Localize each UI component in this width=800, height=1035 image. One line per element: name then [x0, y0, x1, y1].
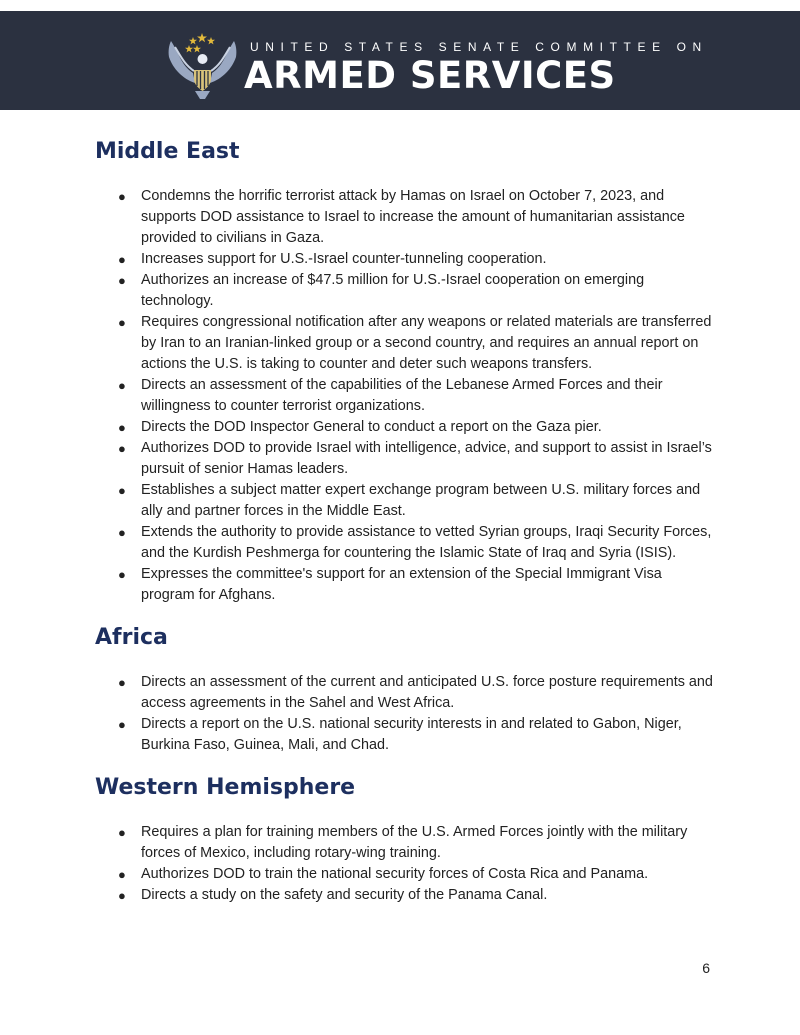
section-heading: Africa: [95, 625, 168, 650]
bullet-list: [95, 186, 715, 606]
bullet-icon: ●: [118, 378, 126, 393]
bullet-icon: ●: [118, 825, 126, 840]
list-item: ● Directs an assessment of the current and anticipated U.S. force posture requirements and access agreements in the Sahel and West Africa.: [118, 674, 713, 711]
list-item: ● Condemns the horrific terrorist attack by Hamas on Israel on October 7, 2023, and supports DOD assistance to Israel to increase the amount of humanitarian assistance provided to civilians in Gaza.: [118, 188, 685, 246]
section-heading: Middle East: [95, 139, 240, 164]
list-item: ● Authorizes DOD to train the national security forces of Costa Rica and Panama.: [141, 864, 715, 885]
bullet-icon: ●: [118, 252, 126, 267]
stars-icon: [185, 33, 215, 52]
list-item: ● Directs the DOD Inspector General to conduct a report on the Gaza pier.: [141, 417, 715, 438]
list-item: ● Requires congressional notification after any weapons or related materials are transferred by Iran to an Iranian-linked group or a second country, and requires an annual report on actions the U.S. is taking to counter and deter such weapons transfers.: [118, 314, 712, 372]
list-item: ● Expresses the committee's support for an extension of the Special Immigrant Visa program for Afghans.: [118, 566, 662, 603]
bullet-icon: ●: [118, 189, 126, 204]
list-item: ● Authorizes DOD to provide Israel with intelligence, advice, and support to assist in Israel’s pursuit of senior Hamas leaders.: [118, 440, 712, 477]
bullet-icon: ●: [118, 273, 126, 288]
list-item: ● Extends the authority to provide assistance to vetted Syrian groups, Iraqi Security Forces, and the Kurdish Peshmerga for countering the Islamic State of Iraq and Syria (ISIS).: [118, 524, 712, 561]
bullet-icon: ●: [118, 315, 126, 330]
bullet-icon: ●: [118, 717, 126, 732]
section-heading: Western Hemisphere: [95, 775, 356, 800]
header-banner: [0, 11, 800, 110]
bullet-icon: ●: [118, 420, 126, 435]
top-margin: [0, 0, 800, 11]
bullet-icon: ●: [118, 525, 126, 540]
list-item: ● Directs a report on the U.S. national security interests in and related to Gabon, Niger, Burkina Faso, Guinea, Mali, and Chad.: [118, 716, 682, 753]
bullet-list: [95, 822, 715, 906]
list-item: ● Increases support for U.S.-Israel counter-tunneling cooperation.: [141, 249, 715, 270]
bullet-icon: ●: [118, 888, 126, 903]
list-item: ● Establishes a subject matter expert exchange program between U.S. military forces and ally and partner forces in the Middle East.: [118, 482, 701, 519]
bullet-list: [95, 672, 715, 756]
list-item: ● Directs an assessment of the capabilities of the Lebanese Armed Forces and their willingness to counter terrorist organizations.: [118, 377, 663, 414]
section-africa: [95, 620, 715, 756]
document-body: [95, 134, 715, 920]
eagle-seal-icon: [165, 31, 240, 101]
list-item: ● Requires a plan for training members of the U.S. Armed Forces jointly with the military forces of Mexico, including rotary-wing training.: [118, 824, 688, 861]
committee-subtitle: UNITED STATES SENATE COMMITTEE ON: [250, 40, 708, 54]
list-item: ● Directs a study on the safety and security of the Panama Canal.: [141, 885, 715, 906]
section-western-hemisphere: [95, 770, 715, 906]
committee-title: ARMED SERVICES: [244, 54, 616, 97]
bullet-icon: ●: [118, 441, 126, 456]
bullet-icon: ●: [118, 867, 126, 882]
list-item: ● Authorizes an increase of $47.5 million for U.S.-Israel cooperation on emerging technology.: [118, 272, 645, 309]
page-number: 6: [702, 960, 710, 976]
bullet-icon: ●: [118, 675, 126, 690]
bullet-icon: ●: [118, 567, 126, 582]
bullet-icon: ●: [118, 483, 126, 498]
section-middle-east: [95, 134, 715, 606]
